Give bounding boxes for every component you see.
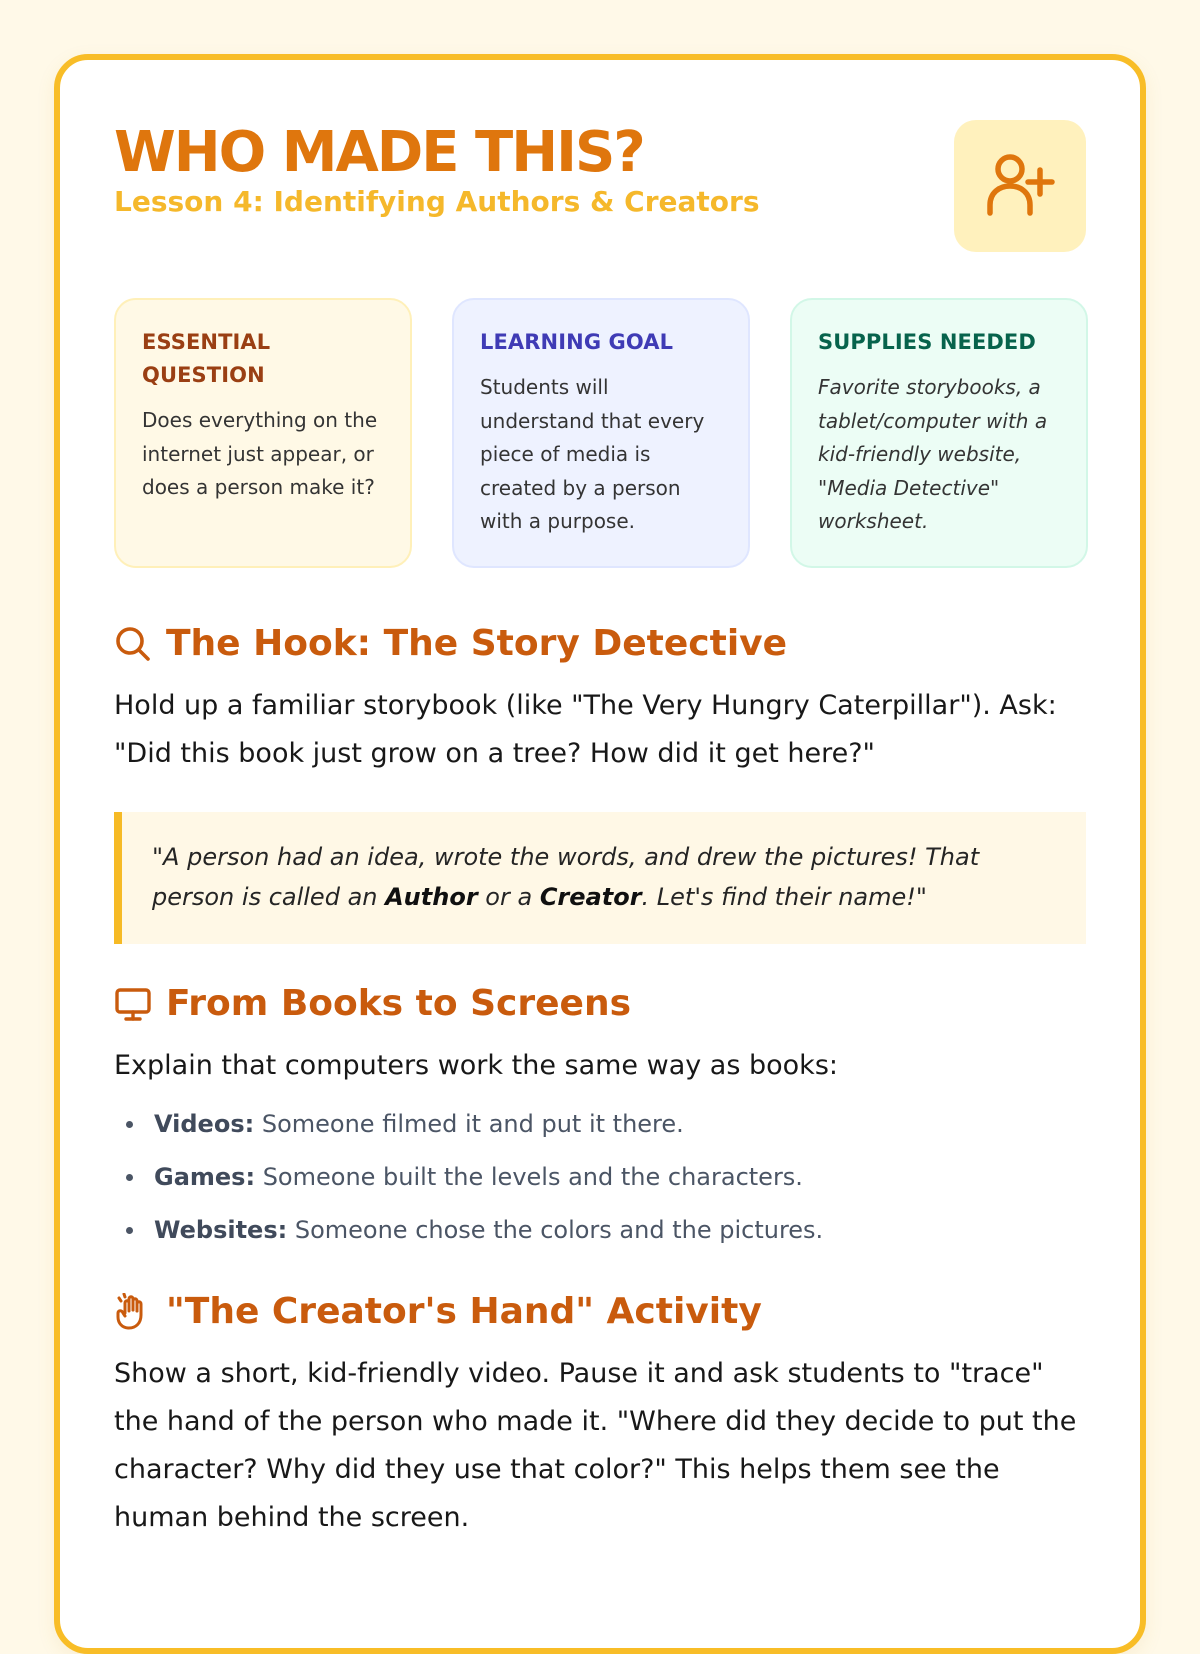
header-icon-box bbox=[954, 120, 1086, 252]
author-creator-quote bbox=[114, 812, 1086, 944]
lesson-title: WHO MADE THIS? bbox=[114, 120, 644, 185]
hook-paragraph: Hold up a familiar storybook (like "The Very Hungry Caterpillar"). Ask: "Did this book just grow on a tree? How did it get here?" bbox=[114, 690, 1057, 769]
quote-text-before-author: "A person had an idea, wrote the words, and drew the pictures! That person is called an bbox=[152, 843, 980, 911]
media-list-text-videos: Someone filmed it and put it there. bbox=[254, 1110, 684, 1138]
creators-hand-title: "The Creator's Hand" Activity bbox=[166, 1291, 762, 1332]
quote-text-after-creator: . Let's find their name!" bbox=[641, 883, 927, 911]
quote-middle-text: or a bbox=[477, 883, 540, 911]
essential-question-card bbox=[114, 298, 412, 568]
hook-section bbox=[114, 624, 1086, 944]
lesson-overview-cards bbox=[114, 298, 1086, 568]
hook-title: The Hook: The Story Detective bbox=[166, 623, 788, 664]
lesson-header bbox=[114, 120, 1086, 298]
learning-goal-heading: LEARNING GOAL bbox=[480, 330, 674, 354]
media-list-text-games: Someone built the levels and the characters. bbox=[255, 1163, 803, 1191]
books-to-screens-heading bbox=[114, 984, 1086, 1024]
essential-question-heading: ESSENTIAL QUESTION bbox=[142, 330, 271, 387]
supplies-needed-body: Favorite storybooks, a tablet/computer with a kid-friendly website, "Media Detective" worksheet. bbox=[818, 375, 1048, 533]
books-to-screens-intro: Explain that computers work the same way as books: bbox=[114, 1050, 838, 1081]
media-list-item-videos bbox=[114, 1102, 1086, 1146]
search-icon bbox=[114, 625, 152, 663]
media-list-term-games: Games: bbox=[154, 1163, 256, 1191]
learning-goal-body: Students will understand that every piece of media is created by a person with a purpose. bbox=[480, 375, 705, 533]
media-list-term-videos: Videos: bbox=[154, 1110, 255, 1138]
learning-goal-card bbox=[452, 298, 750, 568]
essential-question-body: Does everything on the internet just appear, or does a person make it? bbox=[142, 408, 378, 499]
quote-author-term: Author bbox=[385, 883, 478, 911]
books-to-screens-title: From Books to Screens bbox=[166, 983, 632, 1024]
user-plus-icon bbox=[982, 148, 1058, 224]
media-list-item-games bbox=[114, 1155, 1086, 1199]
supplies-needed-heading: SUPPLIES NEEDED bbox=[818, 330, 1036, 354]
hook-heading bbox=[114, 624, 1086, 664]
media-list-term-websites: Websites: bbox=[154, 1216, 288, 1244]
lesson-card bbox=[54, 54, 1146, 1654]
lesson-subtitle: Lesson 4: Identifying Authors & Creators bbox=[114, 185, 760, 218]
books-to-screens-section bbox=[114, 984, 1086, 1252]
quote-creator-term: Creator bbox=[539, 883, 642, 911]
hand-icon bbox=[114, 1293, 152, 1331]
media-creator-list bbox=[114, 1102, 1086, 1252]
creators-hand-heading bbox=[114, 1292, 1086, 1332]
supplies-needed-card bbox=[790, 298, 1088, 568]
creators-hand-section bbox=[114, 1292, 1086, 1542]
creators-hand-paragraph: Show a short, kid-friendly video. Pause it and ask students to "trace" the hand of the person who made it. "Where did they decide to put the character? Why did they use that color?" This helps them see the human behind the screen. bbox=[114, 1358, 1077, 1533]
monitor-icon bbox=[114, 985, 152, 1023]
media-list-item-websites bbox=[114, 1208, 1086, 1252]
media-list-text-websites: Someone chose the colors and the pictures. bbox=[287, 1216, 824, 1244]
